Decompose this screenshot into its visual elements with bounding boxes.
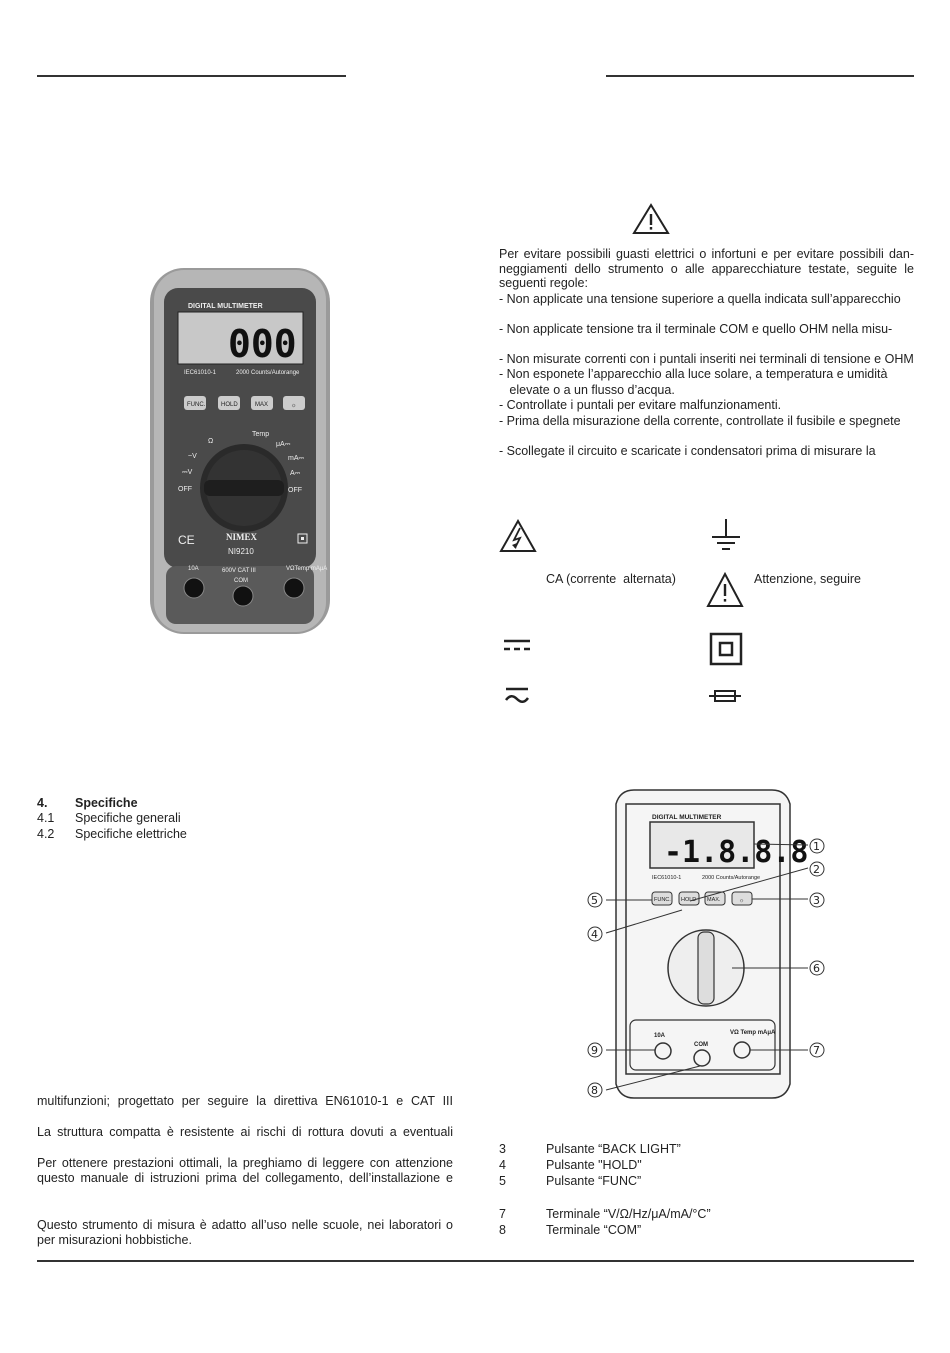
- part-num: 4: [499, 1158, 506, 1172]
- intro-line: Per ottenere prestazioni ottimali, la preghiamo di leggere con attenzione: [37, 1156, 453, 1170]
- callout-9: 9: [591, 1044, 598, 1057]
- warning-rule: - Controllate i puntali per evitare malfunzionamenti.: [499, 398, 782, 412]
- part-num: 3: [499, 1142, 506, 1156]
- photo-dial-off-left: OFF: [178, 486, 192, 493]
- intro-line: Questo strumento di misura è adatto all’uso nelle scuole, nei laboratori o: [37, 1218, 453, 1232]
- warning-triangle-icon: [632, 203, 670, 235]
- part-label: Pulsante "HOLD": [546, 1158, 642, 1172]
- photo-dial-ua: μA⎓: [276, 441, 291, 448]
- warning-intro-line-3: seguenti regole:: [499, 276, 588, 290]
- ground-icon: [709, 517, 743, 555]
- callout-2: 2: [813, 863, 820, 876]
- intro-line: La struttura compatta è resistente ai rischi di rottura dovuti a eventuali: [37, 1125, 453, 1139]
- toc-num: 4.2: [37, 827, 55, 841]
- photo-standard: IEC61010-1: [184, 370, 217, 376]
- diagram-term-v: VΩ Temp mAμA: [730, 1030, 776, 1036]
- callout-6: 6: [813, 962, 820, 975]
- photo-btn-hold: HOLD: [221, 402, 238, 408]
- toc-title: Specifiche: [75, 796, 138, 810]
- part-num: 5: [499, 1174, 506, 1188]
- photo-dial-ma: mA⎓: [288, 455, 305, 462]
- part-num: 8: [499, 1223, 506, 1237]
- part-label: Pulsante “FUNC”: [546, 1174, 642, 1188]
- diagram-btn-func: FUNC.: [654, 897, 671, 903]
- photo-dial-off-right: OFF: [288, 487, 302, 494]
- photo-dial-ohm: Ω: [208, 438, 214, 445]
- diagram-btn-light: ☼: [739, 898, 745, 904]
- diagram-standard: IEC61010-1: [652, 875, 682, 881]
- photo-dial-a: A⎓: [290, 470, 301, 477]
- photo-btn-light: ☼: [291, 403, 297, 409]
- double-insulation-icon: [709, 632, 743, 666]
- photo-ce-mark: CE: [178, 533, 195, 547]
- photo-btn-max: MAX: [255, 402, 269, 408]
- intro-line: multifunzioni; progettato per seguire la direttiva EN61010-1 e CAT III: [37, 1094, 453, 1108]
- diagram-term-com: COM: [694, 1042, 708, 1048]
- part-label: Terminale “V/Ω/Hz/μA/mA/°C”: [546, 1207, 711, 1221]
- part-label: Terminale “COM”: [546, 1223, 642, 1237]
- callout-1: 1: [813, 840, 820, 853]
- callout-4: 4: [591, 928, 598, 941]
- multimeter-photo: [148, 266, 332, 636]
- photo-dial-acv: ~V: [188, 453, 197, 460]
- photo-counts: 2000 Counts/Autorange: [236, 370, 300, 376]
- caution-symbol-label: Attenzione, seguire: [754, 572, 862, 586]
- toc-title: Specifiche elettriche: [75, 827, 187, 841]
- part-label: Pulsante “BACK LIGHT”: [546, 1142, 681, 1156]
- warning-rule: - Non applicate tensione tra il terminale COM e quello OHM nella misu-: [499, 322, 893, 336]
- diagram-btn-max: MAX.: [707, 897, 721, 903]
- photo-lcd-digits: 000: [228, 322, 297, 366]
- warning-intro-line-1: Per evitare possibili guasti elettrici o infortuni e per evitare possibili dan-: [499, 247, 914, 261]
- caution-icon: [706, 572, 744, 608]
- callout-8: 8: [591, 1084, 598, 1097]
- diagram-btn-hold: HOLD: [681, 897, 697, 903]
- warning-intro-line-2: neggiamenti dello strumento o alle apparecchiature testate, seguite le: [499, 262, 914, 276]
- part-num: 7: [499, 1207, 506, 1221]
- photo-dial-temp: Temp: [252, 431, 270, 438]
- photo-model: NI9210: [228, 547, 254, 556]
- diagram-brand-label: DIGITAL MULTIMETER: [652, 814, 722, 821]
- high-voltage-icon: [499, 519, 537, 553]
- callout-7: 7: [813, 1044, 820, 1057]
- diagram-lcd-digits: -1.8.8.8: [664, 835, 809, 870]
- diagram-term-10a: 10A: [654, 1033, 666, 1039]
- multimeter-diagram: [582, 784, 832, 1102]
- dc-icon: [502, 637, 532, 653]
- photo-brand-label: DIGITAL MULTIMETER: [188, 303, 263, 310]
- photo-dial-dcv: ⎓V: [182, 469, 193, 476]
- warning-rule: elevate o a un flusso d’acqua.: [499, 383, 675, 397]
- warning-rule: - Prima della misurazione della corrente, controllate il fusibile e spegnete: [499, 414, 901, 428]
- top-rule-right: [606, 75, 914, 77]
- photo-term-com: COM: [234, 578, 248, 584]
- toc-num: 4.: [37, 796, 48, 810]
- bottom-rule: [37, 1260, 914, 1262]
- warning-rule: - Scollegate il circuito e scaricate i condensatori prima di misurare la: [499, 444, 876, 458]
- toc-title: Specifiche generali: [75, 811, 181, 825]
- photo-brand: NIMEX: [226, 532, 257, 542]
- warning-rule: - Non applicate una tensione superiore a quella indicata sull’apparecchio: [499, 292, 901, 306]
- ac-dc-icon: [504, 686, 530, 706]
- photo-btn-func: FUNC.: [187, 402, 206, 408]
- diagram-counts: 2000 Counts/Autorange: [702, 875, 761, 881]
- photo-term-10a: 10A: [188, 566, 199, 572]
- fuse-icon: [709, 689, 741, 703]
- top-rule-left: [37, 75, 346, 77]
- ac-symbol-label: CA (corrente alternata): [546, 572, 676, 586]
- intro-line: per misurazioni hobbistiche.: [37, 1233, 192, 1247]
- photo-term-v: VΩTemp mAμA: [286, 566, 328, 572]
- callout-3: 3: [813, 894, 820, 907]
- photo-term-cat: 600V CAT III: [222, 568, 256, 574]
- toc-num: 4.1: [37, 811, 55, 825]
- callout-5: 5: [591, 894, 598, 907]
- warning-rule: - Non misurate correnti con i puntali inseriti nei terminali di tensione e OHM: [499, 352, 914, 366]
- intro-line: questo manuale di istruzioni prima del collegamento, dell’installazione e: [37, 1171, 453, 1185]
- warning-rule: - Non esponete l’apparecchio alla luce solare, a temperatura e umidità: [499, 367, 888, 381]
